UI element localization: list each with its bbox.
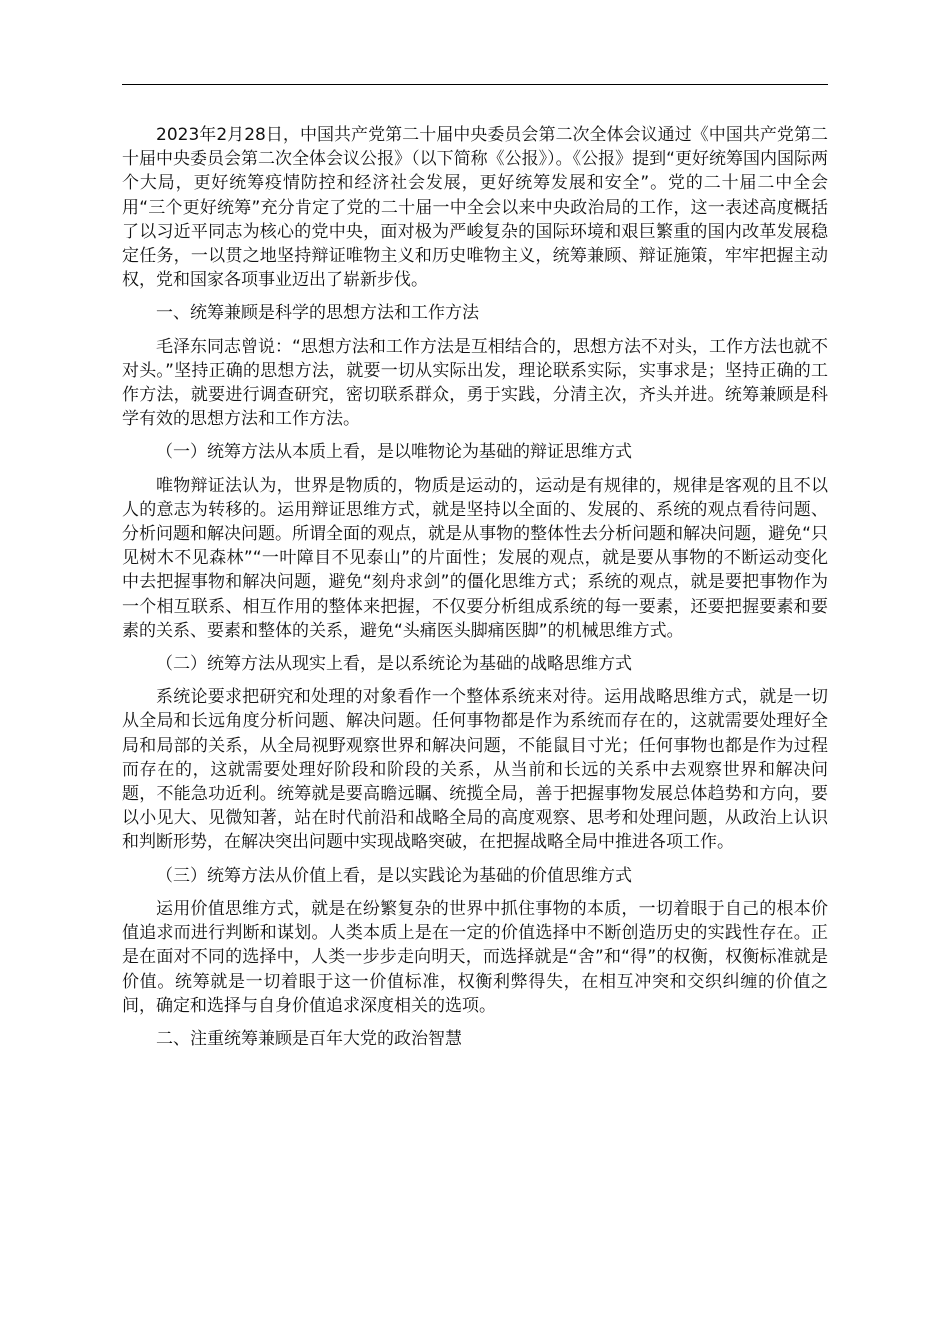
- subsection-heading-1: （一）统筹方法从本质上看，是以唯物论为基础的辩证思维方式: [156, 442, 632, 463]
- subsection-2-paragraph: 系统论要求把研究和处理的对象看作一个整体系统来对待。运用战略思维方式，就是一切从全局和长远角度分析问题、解决问题。任何事物都是作为系统而存在的，这就需要处理好全局和局部的关系，从全局视野观察世界和解决问题，不能鼠目寸光；任何事物也都是作为过程而存在的，这就需要处理好阶段和阶段的关系，从当前和长远的关系中去观察世界和解决问题，不能急功近利。统筹就是要高瞻远瞩、统揽全局，善于把握事物发展总体趋势和方向，要以小见大、见微知著，站在时代前沿和战略全局的高度观察、思考和处理问题，从政治上认识和判断形势，在解决突出问题中实现战略突破，在把握战略全局中推进各项工作。: [122, 687, 828, 853]
- intro-paragraph: 2023年2月28日，中国共产党第二十届中央委员会第二次全体会议通过《中国共产党第二十届中央委员会第二次全体会议公报》（以下简称《公报》）。《公报》提到“更好统筹国内国际两个大局，更好统筹疫情防控和经济社会发展，更好统筹发展和安全”。党的二十届二中全会用“三个更好统筹”充分肯定了党的二十届一中全会以来中央政治局的工作，这一表述高度概括了以习近平同志为核心的党中央，面对极为严峻复杂的国际环境和艰巨繁重的国内改革发展稳定任务，一以贯之地坚持辩证唯物主义和历史唯物主义，统筹兼顾、辩证施策，牢牢把握主动权，党和国家各项事业迈出了崭新步伐。: [122, 125, 828, 291]
- subsection-heading-3: （三）统筹方法从价值上看，是以实践论为基础的价值思维方式: [156, 865, 632, 886]
- subsection-heading-2: （二）统筹方法从现实上看，是以系统论为基础的战略思维方式: [156, 654, 632, 675]
- document-body: [122, 123, 828, 1051]
- header-rule: [122, 84, 828, 85]
- subsection-1-paragraph: 唯物辩证法认为，世界是物质的，物质是运动的，运动是有规律的，规律是客观的且不以人的意志为转移的。运用辩证思维方式，就是坚持以全面的、发展的、系统的观点看待问题、分析问题和解决问题。所谓全面的观点，就是从事物的整体性去分析问题和解决问题，避免“只见树木不见森林”“一叶障目不见泰山”的片面性；发展的观点，就是要从事物的不断运动变化中去把握事物和解决问题，避免“刻舟求剑”的僵化思维方式；系统的观点，就是要把事物作为一个相互联系、相互作用的整体来把握，不仅要分析组成系统的每一要素，还要把握要素和要素的关系、要素和整体的关系，避免“头痛医头脚痛医脚”的机械思维方式。: [122, 475, 828, 641]
- section-1-paragraph: 毛泽东同志曾说：“思想方法和工作方法是互相结合的，思想方法不对头，工作方法也就不对头。”坚持正确的思想方法，就要一切从实际出发，理论联系实际，实事求是；坚持正确的工作方法，就要进行调查研究，密切联系群众，勇于实践，分清主次，齐头并进。统筹兼顾是科学有效的思想方法和工作方法。: [122, 336, 828, 430]
- section-heading-2: 二、注重统筹兼顾是百年大党的政治智慧: [156, 1028, 462, 1049]
- subsection-3-paragraph: 运用价值思维方式，就是在纷繁复杂的世界中抓住事物的本质，一切着眼于自己的根本价值追求而进行判断和谋划。人类本质上是在一定的价值选择中不断创造历史的实践性存在。正是在面对不同的选择中，人类一步步走向明天，而选择就是“舍”和“得”的权衡，权衡标准就是价值。统筹就是一切着眼于这一价值标准，权衡利弊得失，在相互冲突和交织纠缠的价值之间，确定和选择与自身价值追求深度相关的选项。: [122, 898, 828, 1016]
- section-heading-1: 一、统筹兼顾是科学的思想方法和工作方法: [156, 303, 479, 324]
